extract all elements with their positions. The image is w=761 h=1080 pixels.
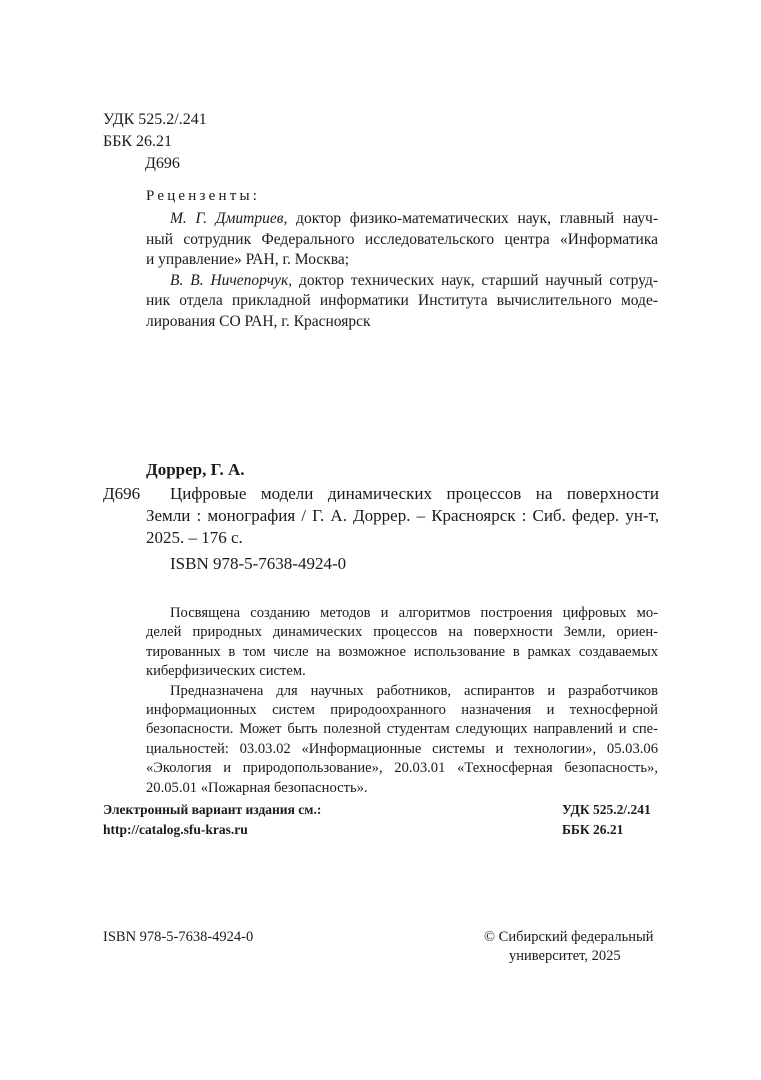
reviewer-2-line-1: В. В. Ничепорчук, доктор технических наук, старший научный сотруд- <box>170 271 658 289</box>
footer-isbn: ISBN 978-5-7638-4924-0 <box>103 929 254 945</box>
reviewers-label: Рецензенты: <box>146 188 261 204</box>
reviewer-1-line-2: ный сотрудник Федерального исследовательского центра «Информатика <box>146 230 658 248</box>
annotation-p2-line-2: информационных систем природоохранного назначения и техносферной <box>146 702 658 719</box>
electronic-bbk: ББК 26.21 <box>562 822 624 837</box>
annotation <box>146 604 658 798</box>
bibliography-code: Д696 <box>103 484 141 503</box>
bibliography-line-3: 2025. – 176 с. <box>146 528 243 547</box>
reviewer-1-name: М. Г. Дмитриев <box>170 210 284 227</box>
annotation-p1-line-3: тированных в том числе на возможное использование в рамках создаваемых <box>146 643 658 660</box>
bibliography-line-1: Цифровые модели динамических процессов на поверхности <box>170 484 659 503</box>
bibliography-description <box>170 483 659 505</box>
reviewer-1-line-1: М. Г. Дмитриев, доктор физико-математических наук, главный науч- <box>170 210 658 227</box>
author-sign: Д696 <box>145 155 180 172</box>
annotation-p2-line-1: Предназначена для научных работников, аспирантов и разработчиков <box>170 682 658 699</box>
electronic-udk: УДК 525.2/.241 <box>562 802 651 817</box>
electronic-version-label: Электронный вариант издания см.: <box>103 802 322 817</box>
reviewer-2-line-2: ник отдела прикладной информатики Института вычислительного моде- <box>146 292 658 309</box>
annotation-p1-line-1: Посвящена созданию методов и алгоритмов построения цифровых мо- <box>170 605 658 621</box>
bbk-code: ББК 26.21 <box>103 133 173 150</box>
bibliography-line-2: Земли : монография / Г. А. Доррер. – Красноярск : Сиб. федер. ун-т, <box>146 506 659 525</box>
reviewers-block <box>146 209 658 332</box>
annotation-p2-line-6: 20.05.01 «Пожарная безопасность». <box>146 779 368 796</box>
annotation-p2-line-4: циальностей: 03.03.02 «Информационные системы и технологии», 05.03.06 <box>146 740 658 757</box>
annotation-p1-line-4: киберфизических систем. <box>146 663 306 680</box>
annotation-p1-line-2: делей природных динамических процессов на поверхности Земли, ориен- <box>146 624 658 641</box>
reviewer-2-name: В. В. Ничепорчук <box>170 271 289 289</box>
copyright-line-2: университет, 2025 <box>509 948 621 964</box>
annotation-p2-line-5: «Экология и природопользование», 20.03.01 «Техносферная безопасность», <box>146 760 658 777</box>
bibliography-continuation <box>146 505 659 549</box>
copyright-line-1: © Сибирский федеральный <box>484 929 654 945</box>
catalog-link[interactable]: http://catalog.sfu-kras.ru <box>103 822 248 837</box>
bibliography-isbn: ISBN 978-5-7638-4924-0 <box>170 554 347 573</box>
udk-code: УДК 525.2/.241 <box>103 111 207 128</box>
reviewer-1-line-3: и управление» РАН, г. Москва; <box>146 251 350 268</box>
reviewer-2-line-3: лирования СО РАН, г. Красноярск <box>146 312 371 330</box>
book-author: Доррер, Г. А. <box>146 460 245 479</box>
annotation-p2-line-3: безопасности. Может быть полезной студентам следующих направлений и спе- <box>146 721 658 738</box>
